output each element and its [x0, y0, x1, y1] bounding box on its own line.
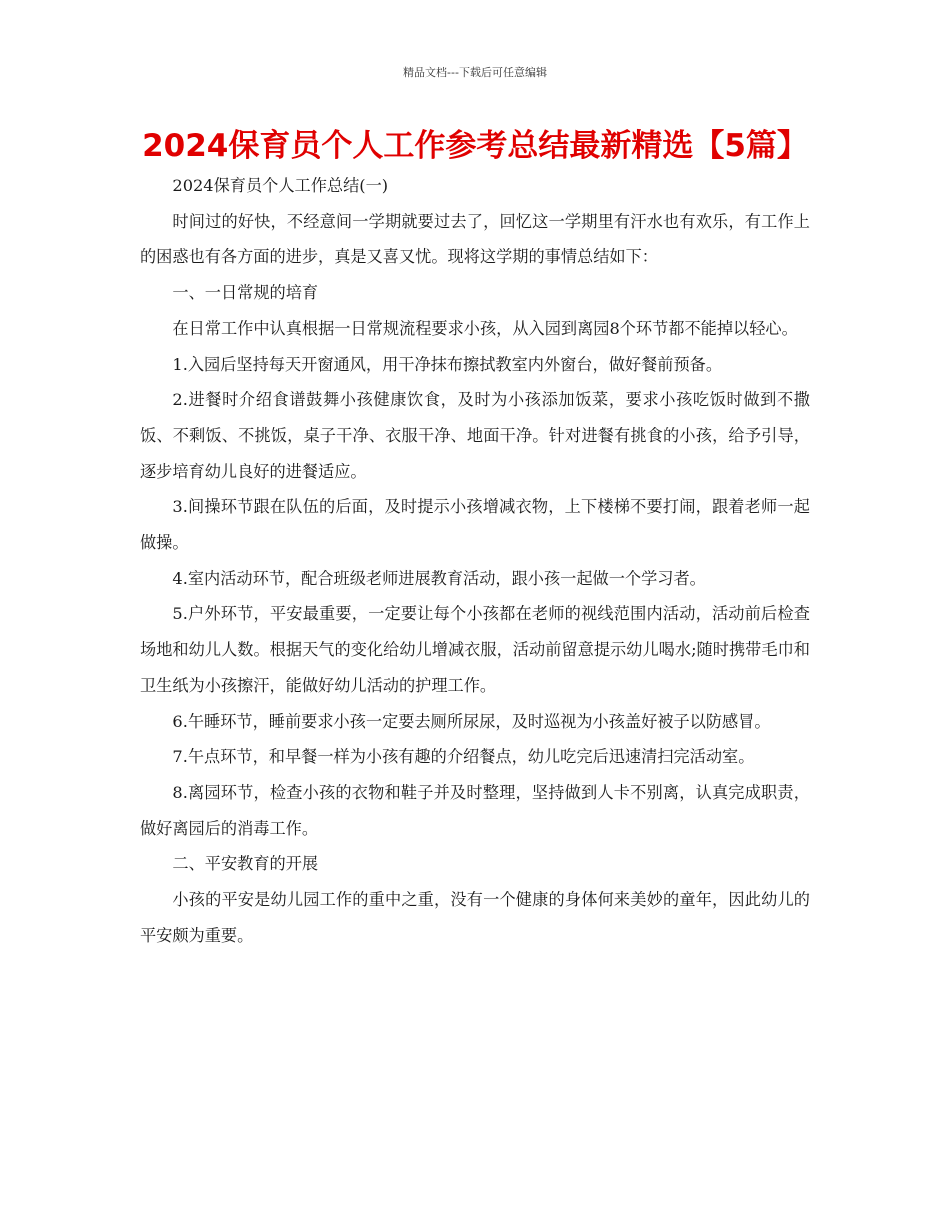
- paragraph: 小孩的平安是幼儿园工作的重中之重，没有一个健康的身体何来美妙的童年，因此幼儿的平安颇为重要。: [140, 890, 810, 945]
- paragraph: 在日常工作中认真根据一日常规流程要求小孩，从入园到离园8个环节都不能掉以轻心。: [172, 318, 798, 338]
- section-heading: 二、平安教育的开展: [172, 854, 319, 874]
- list-item: 5.户外环节，平安最重要，一定要让每个小孩都在老师的视线范围内活动，活动前后检查场地和幼儿人数。根据天气的变化给幼儿增减衣服，活动前留意提示幼儿喝水;随时携带毛巾和卫生纸为小孩擦汗，能做好幼儿活动的护理工作。: [140, 604, 810, 695]
- section-heading: 一、一日常规的培育: [172, 283, 319, 303]
- document-body: [140, 168, 810, 953]
- list-item: 6.午睡环节，睡前要求小孩一定要去厕所尿尿，及时巡视为小孩盖好被子以防感冒。: [172, 711, 771, 731]
- paragraph-intro: 时间过的好快，不经意间一学期就要过去了，回忆这一学期里有汗水也有欢乐，有工作上的困惑也有各方面的进步，真是又喜又忧。现将这学期的事情总结如下：: [140, 211, 810, 267]
- document-title: 2024保育员个人工作参考总结最新精选【5篇】: [142, 128, 808, 164]
- list-item: 8.离园环节，检查小孩的衣物和鞋子并及时整理，坚持做到人卡不别离，认真完成职责，做好离园后的消毒工作。: [140, 782, 810, 838]
- header-note: 精品文档---下载后可任意编辑: [403, 66, 547, 79]
- list-item: 7.午点环节，和早餐一样为小孩有趣的介绍餐点，幼儿吃完后迅速清扫完活动室。: [172, 747, 755, 767]
- list-item: 3.间操环节跟在队伍的后面，及时提示小孩增减衣物，上下楼梯不要打闹，跟着老师一起做操。: [140, 497, 810, 553]
- list-item: 4.室内活动环节，配合班级老师进展教育活动，跟小孩一起做一个学习者。: [172, 568, 706, 588]
- section-subtitle: 2024保育员个人工作总结(一): [172, 176, 389, 195]
- list-item: 2.进餐时介绍食谱鼓舞小孩健康饮食，及时为小孩添加饭菜，要求小孩吃饭时做到不撒饭、不剩饭、不挑饭，桌子干净、衣服干净、地面干净。针对进餐有挑食的小孩，给予引导，逐步培育幼儿良好的进餐适应。: [140, 390, 810, 481]
- list-item: 1.入园后坚持每天开窗通风，用干净抹布擦拭教室内外窗台，做好餐前预备。: [172, 354, 723, 374]
